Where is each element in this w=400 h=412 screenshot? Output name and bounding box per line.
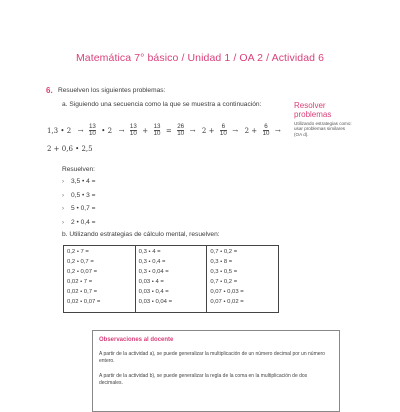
numerator: 6	[221, 122, 226, 130]
arrow-icon: →	[232, 126, 239, 135]
fraction	[220, 124, 227, 138]
fraction	[154, 124, 161, 138]
table-column	[207, 246, 278, 312]
seq-start: 1,3 • 2	[47, 126, 72, 135]
arrow-icon: →	[118, 126, 125, 135]
denominator: 10	[129, 130, 137, 138]
plus-sign: +	[142, 126, 149, 135]
table-cell: 0,3 • 0,04 =	[138, 269, 169, 275]
sequence-expression	[46, 122, 286, 153]
resuelven-label: Resuelven:	[62, 166, 95, 173]
exercise-text: 3,5 • 4 =	[71, 178, 96, 185]
numerator: 13	[153, 122, 161, 130]
list-item	[62, 205, 96, 219]
table-cell: 0,02 • 0,07 =	[67, 299, 101, 305]
arrow-icon: →	[189, 126, 196, 135]
exercise-text: 0,5 • 3 =	[71, 191, 96, 199]
table-cell: 0,03 • 0,04 =	[138, 299, 173, 305]
seq-term: 2 +	[201, 126, 215, 135]
seq-term: 2 +	[244, 126, 258, 135]
exercise-list-a	[62, 178, 96, 232]
table-cell: 0,3 • 0,5 =	[210, 269, 238, 275]
numerator: 26	[177, 122, 185, 130]
exercise-text: 5 • 0,7 =	[71, 205, 96, 212]
question-intro: Resuelven los siguientes problemas:	[58, 87, 166, 94]
table-cell: 0,7 • 0,2 =	[210, 279, 238, 285]
equals-sign: =	[165, 126, 172, 135]
numerator: 13	[129, 122, 137, 130]
chevron-right-icon: ›	[62, 206, 64, 212]
observation-paragraph: A partir de la actividad a), se puede generalizar la multiplicación de un número decimal por un número entero.	[99, 351, 325, 364]
table-cell: 0,07 • 0,02 =	[210, 299, 244, 305]
table-cell: 0,07 • 0,03 =	[210, 289, 244, 295]
part-b-instruction: b. Utilizando estrategias de cálculo mental, resuelven:	[62, 231, 220, 238]
sidebar-title	[294, 101, 354, 119]
arrow-icon: →	[77, 126, 84, 135]
seq-term: 2 + 0,6 • 2,5	[47, 144, 93, 153]
seq-term: • 2	[101, 126, 113, 135]
chevron-right-icon: ›	[62, 179, 64, 185]
denominator: 10	[262, 130, 270, 138]
fraction	[177, 124, 184, 138]
table-cell: 0,3 • 4 =	[138, 249, 161, 255]
page-title: Matemática 7° básico / Unidad 1 / OA 2 / Actividad 6	[75, 52, 325, 64]
table-cell: 0,2 • 7 =	[67, 249, 89, 255]
table-column	[64, 246, 136, 312]
table-cell: 0,02 • 0,7 =	[67, 289, 98, 295]
chevron-right-icon: ›	[62, 219, 64, 226]
chevron-right-icon: ›	[62, 192, 64, 199]
sidebar-title-line1: Resolver	[294, 101, 326, 110]
table-cell: 0,03 • 0,4 =	[138, 289, 169, 295]
sidebar-title-line2: problemas	[294, 110, 332, 119]
table-cell: 0,2 • 0,7 =	[67, 259, 94, 265]
sidebar-note: Utilizando estrategias como: usar problemas similares (OA d).	[294, 121, 352, 137]
fraction	[130, 124, 137, 138]
denominator: 10	[219, 130, 227, 138]
list-item	[62, 219, 96, 233]
table-cell: 0,02 • 7 =	[67, 279, 93, 285]
table-column	[136, 246, 208, 312]
table-cell: 0,2 • 0,07 =	[67, 269, 98, 275]
observations-title: Observaciones al docente	[99, 337, 174, 343]
exercise-text: 2 • 0,4 =	[71, 218, 96, 226]
fraction	[89, 124, 96, 138]
table-cell: 0,03 • 4 =	[138, 279, 164, 285]
observation-paragraph: A partir de la actividad b), se puede generalizar la regla de la coma en la multiplicación de dos decimales.	[99, 373, 308, 386]
table-cell: 0,3 • 8 =	[210, 259, 233, 265]
table-cell: 0,3 • 0,4 =	[138, 259, 166, 265]
list-item	[62, 192, 96, 206]
table-cell: 0,7 • 0,2 =	[210, 249, 238, 255]
numerator: 6	[264, 122, 268, 130]
denominator: 10	[177, 130, 185, 138]
part-a-instruction: a. Siguiendo una secuencia como la que se muestra a continuación:	[62, 101, 262, 108]
list-item	[62, 178, 96, 192]
arrow-icon: →	[274, 126, 281, 135]
question-number: 6.	[46, 86, 53, 95]
exercise-table-b	[63, 245, 279, 313]
denominator: 10	[88, 130, 96, 138]
fraction	[263, 124, 270, 138]
denominator: 10	[153, 130, 161, 138]
numerator: 13	[88, 122, 96, 130]
